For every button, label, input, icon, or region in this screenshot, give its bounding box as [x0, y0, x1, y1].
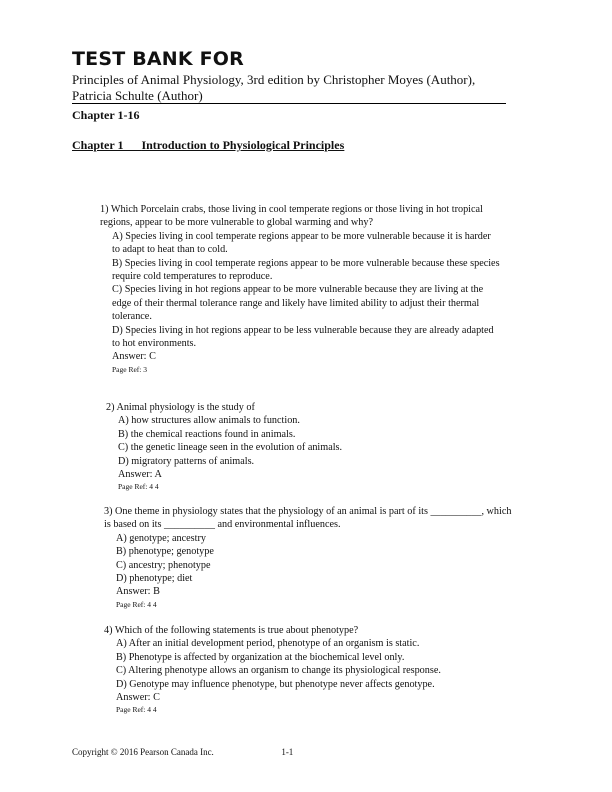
question-stem: 3) One theme in physiology states that the physiology of an animal is part of its __________, which is based on its __________ and environmental influences.	[104, 506, 512, 531]
page-reference: Page Ref: 4 4	[116, 705, 157, 715]
option-d: D) migratory patterns of animals.	[118, 455, 255, 467]
test-bank-title: TEST BANK FOR	[72, 48, 244, 70]
chapter-title: Introduction to Physiological Principles	[141, 138, 345, 152]
answer-key: Answer: C	[116, 692, 160, 704]
option-b: B) Species living in cool temperate regions appear to be more vulnerable because these species require cold temperatures to reproduce.	[112, 257, 500, 283]
answer-key: Answer: A	[118, 469, 162, 481]
option-a: A) genotype; ancestry	[116, 532, 206, 544]
page-reference: Page Ref: 4 4	[116, 599, 157, 609]
option-c: C) the genetic lineage seen in the evolution of animals.	[118, 442, 343, 454]
option-a: A) Species living in cool temperate regions appear to be more vulnerable because it is harder to adapt to heat than to cold.	[112, 230, 491, 256]
option-b: B) phenotype; genotype	[116, 546, 214, 558]
option-d: D) phenotype; diet	[116, 573, 193, 585]
answer-key: Answer: B	[116, 586, 160, 598]
chapter-heading	[72, 138, 344, 153]
question-stem: 1) Which Porcelain crabs, those living in cool temperate regions or those living in hot tropical regions, appear to be more vulnerable to global warming and why?	[100, 204, 483, 229]
answer-options	[118, 414, 506, 468]
chapter-range: Chapter 1-16	[72, 108, 140, 122]
question-4	[104, 624, 504, 716]
option-c: C) ancestry; phenotype	[116, 559, 211, 571]
copyright-notice: Copyright © 2016 Pearson Canada Inc.	[72, 747, 214, 757]
question-2	[106, 401, 506, 493]
option-b: B) Phenotype is affected by organization at the biochemical level only.	[116, 651, 405, 663]
answer-key: Answer: C	[112, 351, 156, 363]
page-reference: Page Ref: 3	[112, 364, 147, 374]
option-d: D) Species living in hot regions appear to be less vulnerable because they are already adapted to hot environments.	[112, 324, 494, 350]
option-d: D) Genotype may influence phenotype, but phenotype never affects genotype.	[116, 678, 435, 690]
question-stem: 2) Animal physiology is the study of	[106, 402, 255, 413]
option-a: A) After an initial development period, phenotype of an organism is static.	[116, 638, 420, 650]
answer-options	[116, 637, 504, 691]
page-reference: Page Ref: 4 4	[118, 482, 159, 492]
page-footer	[72, 747, 293, 757]
option-c: C) Species living in hot regions appear to be more vulnerable because they are living at the edge of their thermal tolerance range and likely have limited ability to adjust their thermal tolerance.	[112, 284, 484, 323]
book-subtitle: Principles of Animal Physiology, 3rd edition by Christopher Moyes (Author), Patricia Schulte (Author)	[72, 72, 476, 103]
title-divider	[72, 103, 506, 104]
option-c: C) Altering phenotype allows an organism to change its physiological response.	[116, 665, 441, 677]
answer-options	[116, 532, 514, 586]
question-1	[100, 203, 500, 376]
chapter-number: Chapter 1	[72, 138, 124, 152]
page-number: 1-1	[281, 747, 294, 757]
option-b: B) the chemical reactions found in animals.	[118, 428, 296, 440]
question-stem: 4) Which of the following statements is true about phenotype?	[104, 625, 359, 636]
question-3	[104, 505, 514, 611]
answer-options	[112, 230, 500, 351]
option-a: A) how structures allow animals to function.	[118, 415, 300, 427]
